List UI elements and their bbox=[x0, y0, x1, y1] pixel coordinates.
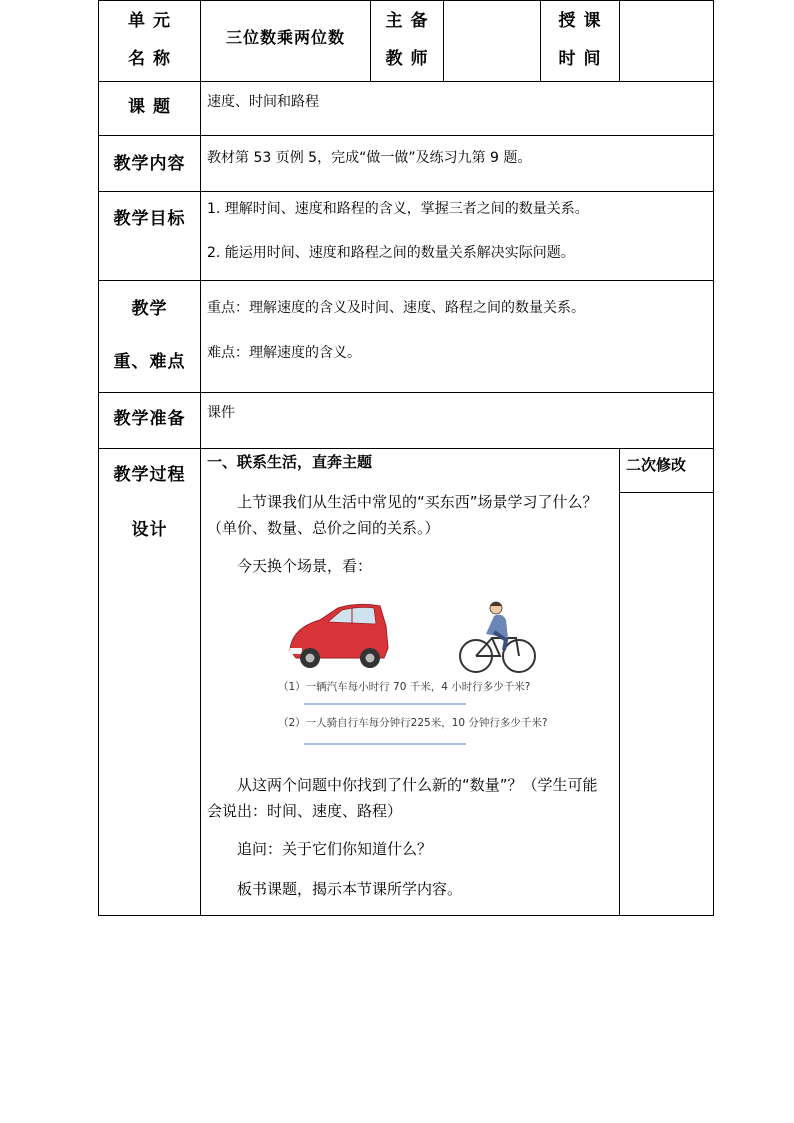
row-divider-topic bbox=[98, 135, 714, 136]
table-right-border bbox=[713, 0, 714, 916]
keypoint-focus: 重点：理解速度的含义及时间、速度、路程之间的数量关系。 bbox=[207, 300, 585, 316]
row-divider-keypoints bbox=[98, 392, 714, 393]
prep-label: 教学准备 bbox=[113, 409, 186, 429]
cyclist-illustration bbox=[460, 602, 535, 672]
word-problem-illustration bbox=[268, 598, 578, 758]
keypoints-label-line1: 教学 bbox=[131, 299, 168, 319]
teacher-label-line2: 教 师 bbox=[385, 49, 429, 69]
question-2: （2）一人骑自行车每分钟行225米，10 分钟行多少千米? bbox=[278, 717, 548, 729]
car-illustration bbox=[290, 604, 388, 668]
row-divider-content bbox=[98, 191, 714, 192]
content-value: 教材第 53 页例 5，完成“做一做”及练习九第 9 题。 bbox=[207, 150, 532, 166]
topic-label: 课 题 bbox=[128, 97, 171, 117]
unit-name-value: 三位数乘两位数 bbox=[225, 28, 345, 47]
row-divider-header bbox=[98, 81, 714, 82]
paragraph-follow-up: 追问：关于它们你知道什么？ bbox=[237, 840, 433, 858]
time-label-line1: 授 课 bbox=[558, 11, 602, 31]
row-divider-prep bbox=[98, 448, 714, 449]
header-divider-2 bbox=[443, 0, 444, 82]
unit-label-line1: 单 元 bbox=[128, 11, 171, 31]
revision-column-divider bbox=[619, 448, 620, 916]
paragraph-board-title: 板书课题，揭示本节课所学内容。 bbox=[237, 880, 463, 898]
table-top-border bbox=[98, 0, 714, 1]
table-left-border bbox=[98, 0, 99, 916]
paragraph-review: 上节课我们从生活中常见的“买东西”场景学习了什么？（单价、数量、总价之间的关系。） bbox=[207, 493, 598, 537]
paragraph-new-scene: 今天换个场景，看： bbox=[237, 557, 373, 575]
process-label-line2: 设计 bbox=[131, 520, 168, 540]
header-divider-4 bbox=[619, 0, 620, 82]
teacher-label-line1: 主 备 bbox=[385, 11, 429, 31]
table-bottom-border bbox=[98, 915, 714, 916]
keypoints-label-line2: 重、难点 bbox=[113, 352, 186, 372]
paragraph-new-quantities: 从这两个问题中你找到了什么新的“数量”？（学生可能会说出：时间、速度、路程） bbox=[207, 776, 598, 820]
label-column-divider bbox=[200, 0, 201, 916]
keypoint-difficulty: 难点：理解速度的含义。 bbox=[207, 345, 361, 361]
revision-label: 二次修改 bbox=[626, 456, 687, 474]
row-divider-goals bbox=[98, 280, 714, 281]
prep-value: 课件 bbox=[207, 405, 235, 421]
topic-value: 速度、时间和路程 bbox=[207, 94, 319, 110]
goal-item-1: 1. 理解时间、速度和路程的含义，掌握三者之间的数量关系。 bbox=[207, 201, 589, 217]
content-label: 教学内容 bbox=[113, 154, 186, 174]
question-1: （1）一辆汽车每小时行 70 千米，4 小时行多少千米? bbox=[278, 681, 531, 693]
unit-label-line2: 名 称 bbox=[128, 49, 171, 69]
goals-label: 教学目标 bbox=[113, 209, 186, 229]
process-label-line1: 教学过程 bbox=[113, 465, 186, 485]
time-label-line2: 时 间 bbox=[558, 49, 602, 69]
revision-header-divider bbox=[619, 492, 714, 493]
section-title: 一、联系生活，直奔主题 bbox=[207, 453, 373, 471]
goal-item-2: 2. 能运用时间、速度和路程之间的数量关系解决实际问题。 bbox=[207, 245, 575, 261]
